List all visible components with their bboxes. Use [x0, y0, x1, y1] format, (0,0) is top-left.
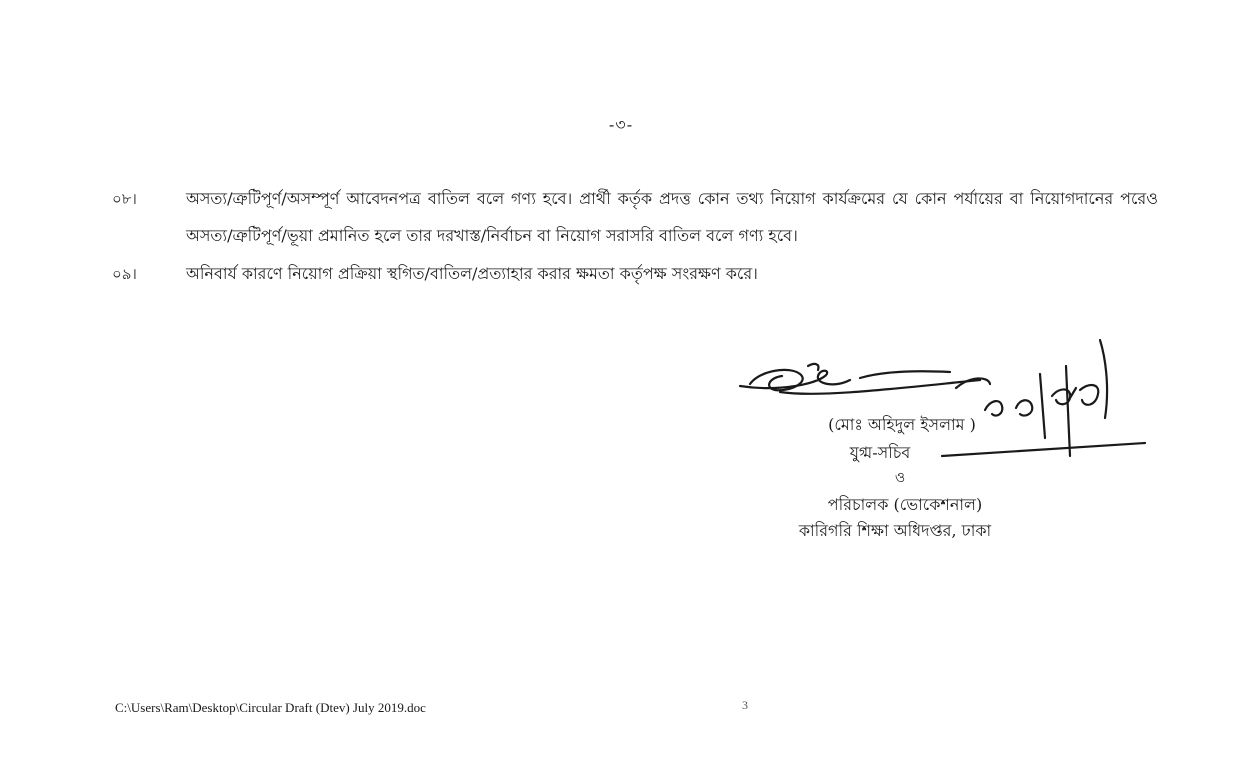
footer-file-path: C:\Users\Ram\Desktop\Circular Draft (Dtev) July 2019.doc	[115, 700, 426, 715]
clause-number: ০৯।	[112, 265, 137, 283]
signatory-conjunction: ও	[894, 470, 906, 486]
clause-text: অনিবার্য কারণে নিয়োগ প্রক্রিয়া স্থগিত/বাতিল/প্রত্যাহার করার ক্ষমতা কর্তৃপক্ষ সংরক্ষণ করে।	[186, 264, 758, 283]
clause-text: অসত্য/ত্রুটিপূর্ণ/অসম্পূর্ণ আবেদনপত্র বাতিল বলে গণ্য হবে। প্রার্থী কর্তৃক প্রদত্ত কোন তথ্য নিয়োগ কার্যক্রমের যে কোন পর্যায়ের বা নিয়োগদানের পরেও অসত্য/ত্রুটিপূর্ণ/ভূয়া প্রমানিত হলে তার দরখাস্ত/নির্বাচন বা নিয়োগ সরাসরি বাতিল বলে গণ্য হবে।	[186, 189, 1158, 245]
signatory-office: কারিগরি শিক্ষা অধিদপ্তর, ঢাকা	[798, 521, 992, 540]
signatory-name: (মোঃ অহিদুল ইসলাম )	[828, 415, 976, 434]
clause-number: ০৮।	[112, 190, 137, 208]
signatory-title: যুগ্ম-সচিব	[849, 443, 911, 462]
page-marker: -৩-	[608, 115, 634, 134]
footer-page-number: 3	[742, 698, 748, 712]
signatory-title-secondary: পরিচালক (ভোকেশনাল)	[827, 495, 983, 514]
